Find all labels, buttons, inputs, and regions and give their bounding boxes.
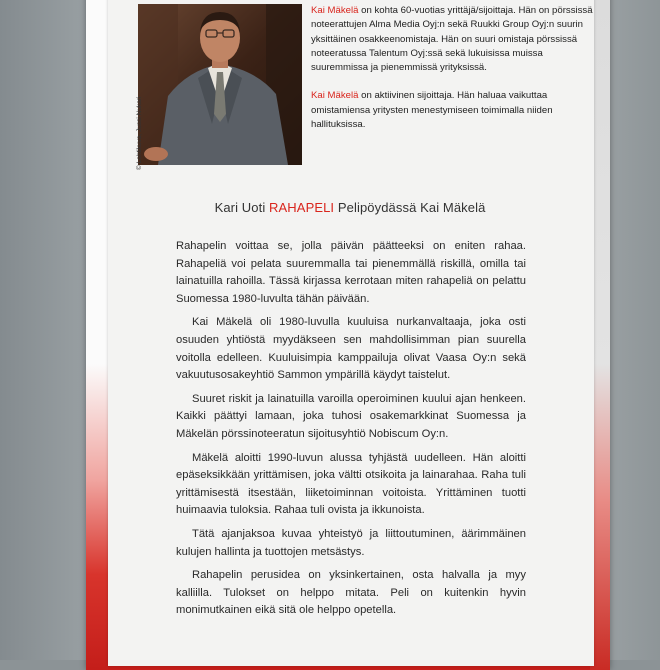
blurb-paragraph-4: Mäkelä aloitti 1990-luvun alussa tyhjästä uudelleen. Hän aloitti epäseksikkään yrittämisen, joka vältti otsikoita ja lainarahaa. Raha tuli yrittämisestä itsestään, liiketoiminnan voitoista. Yrittäminen tuotti huimaavia tuloksia. Rahaa tuli ovista ja ikkunoista. xyxy=(176,451,526,517)
bio-name: Kai Mäkelä xyxy=(311,90,359,102)
photo-credit: © Lehtikuva, Jussi Nukari xyxy=(136,96,143,170)
author-bio xyxy=(311,4,596,146)
blurb-paragraph-1: Rahapelin voittaa se, jolla päivän päätteeksi on eniten rahaa. Rahapeliä voi pelata suuremmalla tai pienemmällä riskillä, omilla tai lainatuilla rahoilla. Tässä kirjassa kerrotaan miten rahapeliä on pelattu Suomessa 1980-luvulta tähän päivään. xyxy=(176,240,526,305)
bio-name: Kai Mäkelä xyxy=(311,5,359,16)
bio-text-1: on kohta 60-vuotias yrittäjä/sijoittaja. Hän on pörssissä noteerattujen Alma Media Oyj:n sekä Ruukki Group Oyj:n suurin yksittäinen osakkeenomistaja. Hän on suuri omistaja pörssissä noteeratussa Talentum Oyj:ssä sekä lukuisissa muissa suuremmissa ja pienemmissä yrityksissä. xyxy=(311,5,593,74)
bio-paragraph-2 xyxy=(311,89,596,132)
bio-text-2: on aktiivinen sijoittaja. Hän haluaa vaikuttaa omistamiensa yritysten menestymiseen toimimalla niiden hallituksissa. xyxy=(311,90,553,131)
blurb-paragraph-5: Tätä ajanjaksoa kuvaa yhteistyö ja liittoutuminen, äärimmäinen kulujen hallinta ja tuottojen metsästys. xyxy=(176,527,526,558)
blurb-paragraph-3: Suuret riskit ja lainatuilla varoilla operoiminen kuului ajan henkeen. Kaikki päättyi lamaan, joka tuhosi osakemarkkinat Suomessa ja Mäkelän pörssinoteeratun sijoitusyhtiö Nobiscum Oy:n. xyxy=(176,392,526,440)
book-subtitle: Pelipöydässä Kai Mäkelä xyxy=(337,200,486,215)
blurb xyxy=(176,238,526,626)
book-author: Kari Uoti xyxy=(214,200,266,215)
bio-paragraph-1 xyxy=(311,4,596,75)
book-heading xyxy=(0,200,660,215)
blurb-paragraph-2: Kai Mäkelä oli 1980-luvulla kuuluisa nurkanvaltaaja, joka osti osuuden yhtiöstä myydäkseen sen mahdollisimman pian suurella voitolla edelleen. Kuuluisimpia kamppailuja olivat Vaasa Oy:n sekä vakuutusosakeyhtiö Sammon ympärillä käydyt taistelut. xyxy=(176,316,526,382)
portrait-illustration xyxy=(138,4,302,165)
book-title: RAHAPELI xyxy=(269,200,335,215)
author-photo xyxy=(138,4,302,165)
blurb-paragraph-6: Rahapelin perusidea on yksinkertainen, osta halvalla ja myy kalliilla. Tulokset on helppo mitata. Peli on kuitenkin hyvin monimutkainen eikä sitä ole helppo opetella. xyxy=(176,569,526,617)
